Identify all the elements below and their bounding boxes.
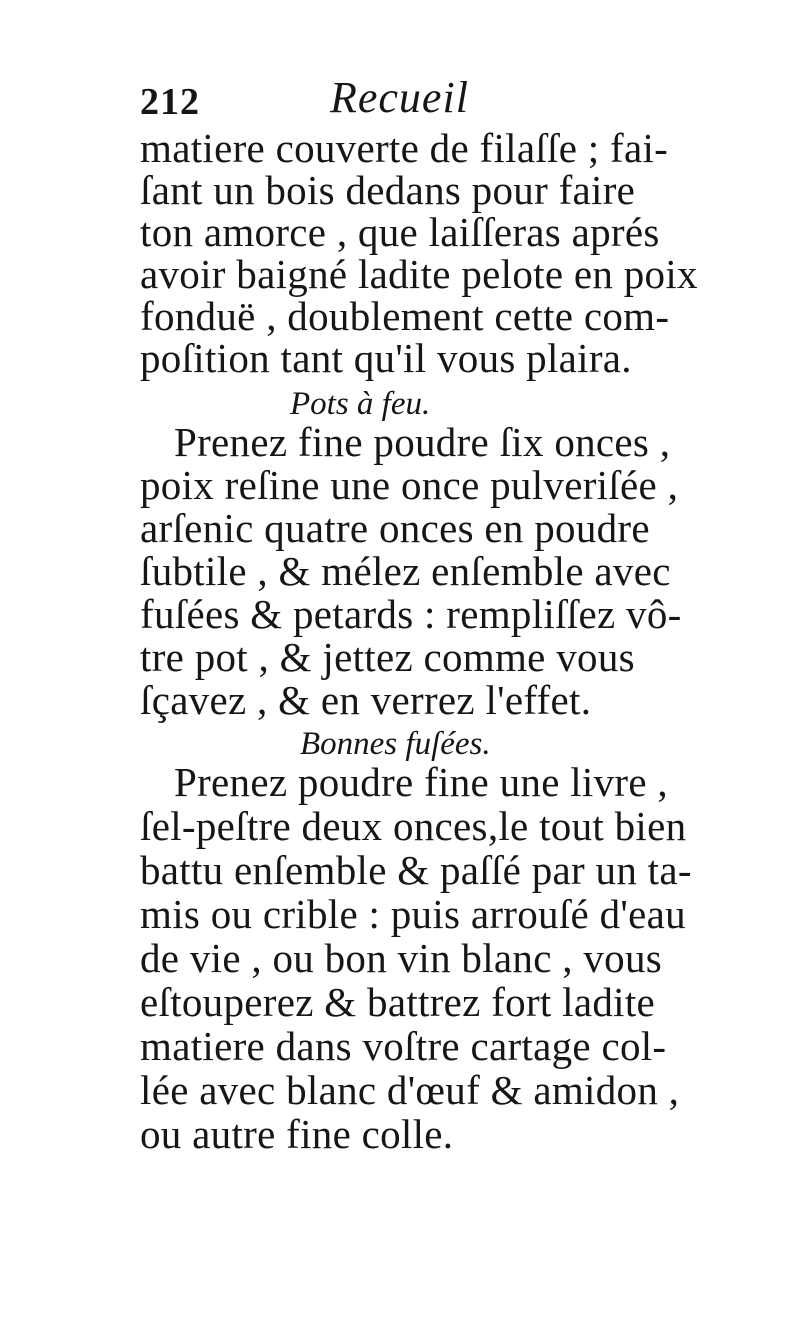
text-line: eſtouperez & battrez fort ladite xyxy=(140,979,656,1025)
text-line: ſçavez , & en verrez l'effet. xyxy=(140,677,592,723)
section-heading-pots-a-feu: Pots à feu. xyxy=(290,386,431,422)
text-line: de vie , ou bon vin blanc , vous xyxy=(140,935,663,981)
text-line: avoir baigné ladite pelote en poix xyxy=(140,251,698,297)
text-line: ton amorce , que laiſſeras aprés xyxy=(140,209,660,255)
text-line: ſubtile , & mélez enſemble avec xyxy=(140,548,671,594)
text-line: ſant un bois dedans pour faire xyxy=(140,167,636,213)
text-line: fuſées & petards : rempliſſez vô- xyxy=(140,591,682,637)
text-line: poix reſine une once pulveriſée , xyxy=(140,462,679,508)
running-title: Recueil xyxy=(330,73,469,122)
text-line: ſel-peſtre deux onces,le tout bien xyxy=(140,803,687,849)
text-line: arſenic quatre onces en poudre xyxy=(140,505,650,551)
text-line: Prenez fine poudre ſix onces , xyxy=(174,419,671,465)
text-line: poſition tant qu'il vous plaira. xyxy=(140,335,632,381)
text-line: lée avec blanc d'œuf & amidon , xyxy=(140,1067,680,1113)
section-heading-bonnes-fusees: Bonnes fuſées. xyxy=(300,726,491,762)
text-line: matiere couverte de filaſſe ; fai- xyxy=(140,125,669,171)
text-line: matiere dans voſtre cartage col- xyxy=(140,1023,667,1069)
text-line: fonduë , doublement cette com- xyxy=(140,293,670,339)
page-header xyxy=(140,72,700,132)
text-line: ou autre fine colle. xyxy=(140,1111,454,1157)
text-line: tre pot , & jettez comme vous xyxy=(140,634,635,680)
text-line: mis ou crible : puis arrouſé d'eau xyxy=(140,891,686,937)
text-line: Prenez poudre fine une livre , xyxy=(174,759,668,805)
text-line: battu enſemble & paſſé par un ta- xyxy=(140,847,692,893)
page-number: 212 xyxy=(140,81,200,123)
